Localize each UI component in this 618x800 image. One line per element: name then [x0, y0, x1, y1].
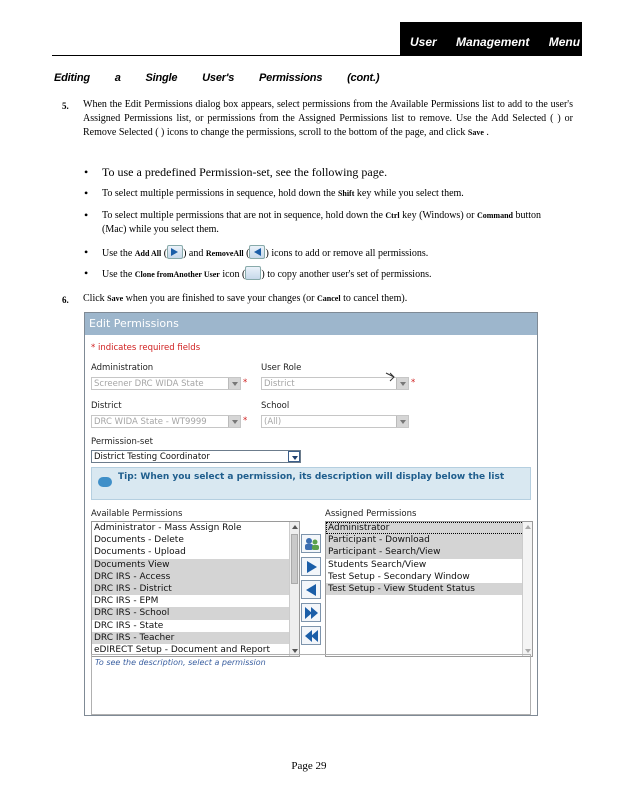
remove-selected-button[interactable] — [301, 580, 321, 599]
bullet-3-text — [102, 209, 562, 237]
cancel-keyword: Cancel — [317, 294, 341, 303]
available-item[interactable]: DRC IRS - EPM — [94, 596, 159, 607]
clone-keyword: Clone fromAnother User — [134, 270, 220, 279]
step-6-post: to cancel them). — [343, 293, 408, 304]
bullet-4-paren-2: ( — [246, 248, 250, 259]
scroll-up-icon[interactable] — [292, 525, 298, 529]
clone-user-icon — [245, 266, 261, 280]
bullet-4-post: ) icons to add or remove all permissions. — [265, 248, 429, 259]
description-placeholder: To see the description, select a permission — [95, 658, 266, 667]
available-item[interactable]: DRC IRS - District — [92, 583, 299, 595]
assigned-item[interactable]: Test Setup - Secondary Window — [328, 571, 470, 582]
available-item[interactable]: Documents - Delete — [94, 535, 184, 546]
step-5-end: . — [486, 127, 489, 138]
scroll-down-icon[interactable] — [292, 649, 298, 653]
bullet-5-post: ) to copy another user's set of permissions. — [261, 269, 432, 280]
administration-select[interactable] — [91, 377, 241, 390]
user-role-label: User Role — [261, 363, 302, 373]
permission-description-box — [91, 654, 531, 715]
edit-permissions-dialog — [84, 312, 538, 716]
step-5-body: When the Edit Permissions dialog box appears, select permissions from the Available Permissions list to add to the user's Assigned Permissions list, or permissions from the Assigned Permissions list to remove. Use the Add Selected ( ) or Remove Selected ( ) icons to change the permissions, scroll to the bottom of the page, and click — [83, 99, 573, 138]
assigned-permissions-list[interactable] — [325, 521, 533, 657]
bullet-3-mid: key (Windows) or — [402, 210, 475, 221]
bullet-5-pre: Use the — [102, 269, 133, 280]
available-item[interactable]: DRC IRS - Teacher — [92, 632, 299, 644]
chevron-down-icon[interactable] — [228, 416, 240, 427]
school-value: (All) — [264, 417, 282, 427]
available-item[interactable]: eDIRECT Setup - Document and Report — [94, 644, 270, 655]
bullet-4-text — [102, 245, 572, 261]
school-label: School — [261, 401, 290, 411]
scroll-down-icon[interactable] — [525, 649, 531, 653]
required-asterisk: * — [243, 416, 248, 426]
bullet-4-and: ) and — [183, 248, 204, 259]
step-6-mid: when you are finished to save your changes (or — [125, 293, 315, 304]
permission-set-value: District Testing Coordinator — [94, 452, 210, 462]
required-asterisk: * — [243, 378, 248, 388]
district-value: DRC WIDA State - WT9999 — [94, 417, 207, 427]
scroll-thumb[interactable] — [291, 534, 298, 584]
remove-selected-icon — [303, 582, 320, 598]
chevron-down-icon[interactable] — [396, 416, 408, 427]
command-keyword: Command — [476, 211, 513, 220]
shift-keyword: Shift — [337, 189, 355, 198]
section-title: Editing a Single User's Permissions (cont.) — [54, 72, 380, 84]
add-all-icon — [303, 605, 320, 621]
available-item[interactable]: Administrator - Mass Assign Role — [94, 523, 242, 533]
add-selected-button[interactable] — [301, 557, 321, 576]
add-selected-icon — [303, 559, 320, 575]
available-permissions-list[interactable] — [91, 521, 300, 657]
bullet-2-text — [102, 187, 572, 201]
clone-user-icon — [303, 536, 320, 552]
add-all-button[interactable] — [301, 603, 321, 622]
required-fields-note: * indicates required fields — [91, 343, 201, 353]
administration-label: Administration — [91, 363, 154, 373]
available-list-scrollbar[interactable] — [289, 522, 299, 656]
permission-set-label: Permission-set — [91, 437, 153, 447]
chevron-down-icon[interactable] — [288, 451, 300, 462]
assigned-item[interactable]: Test Setup - View Student Status — [326, 583, 532, 595]
assigned-list-scrollbar[interactable] — [522, 522, 532, 656]
add-all-icon — [167, 245, 183, 259]
administration-value: Screener DRC WIDA State — [94, 379, 204, 389]
save-keyword: Save — [467, 128, 484, 137]
header-title-box — [400, 22, 582, 55]
step-5-text — [83, 98, 573, 140]
assigned-item[interactable]: Participant - Download — [326, 534, 532, 546]
assigned-item[interactable]: Administrator — [326, 522, 532, 534]
bullet-1-text: To use a predefined Permission-set, see the following page. — [102, 165, 388, 179]
available-item[interactable]: DRC IRS - School — [92, 607, 299, 619]
remove-all-button[interactable] — [301, 626, 321, 645]
required-asterisk: * — [411, 378, 416, 388]
available-permissions-label: Available Permissions — [91, 509, 183, 519]
district-select[interactable] — [91, 415, 241, 428]
bullet-4-paren: ( — [163, 248, 168, 259]
bullet-marker: • — [84, 186, 89, 200]
remove-all-icon — [303, 628, 320, 644]
step-6-text — [83, 292, 573, 306]
chevron-down-icon[interactable] — [228, 378, 240, 389]
available-item[interactable]: DRC IRS - State — [94, 620, 164, 631]
step-6-number: 6. — [62, 295, 69, 305]
bullet-2-pre: To select multiple permissions in sequence, hold down the — [102, 188, 336, 199]
header-rule — [52, 55, 582, 56]
speech-bubble-icon — [98, 477, 112, 487]
remove-all-icon — [249, 245, 265, 259]
page-number: Page 29 — [291, 760, 327, 772]
tip-banner — [91, 467, 531, 500]
bullet-marker: • — [84, 208, 89, 222]
assigned-permissions-label: Assigned Permissions — [325, 509, 417, 519]
step-5-number: 5. — [62, 101, 69, 111]
save-keyword-2: Save — [107, 294, 124, 303]
bullet-5-mid: icon ( — [222, 269, 246, 280]
header-title: User Management Menu — [410, 35, 581, 49]
dialog-title: Edit Permissions — [85, 313, 537, 335]
user-role-value: District — [264, 379, 295, 389]
available-item[interactable]: Documents - Upload — [94, 547, 186, 558]
available-item[interactable]: Documents View — [92, 559, 299, 571]
clone-from-another-user-button[interactable] — [301, 534, 321, 553]
assigned-item[interactable]: Students Search/View — [328, 559, 427, 570]
step-6-pre: Click — [83, 293, 105, 304]
bullet-marker: • — [84, 165, 89, 179]
bullet-3-post: button (Mac) while you select them. — [102, 210, 542, 235]
assigned-item[interactable]: Participant - Search/View — [326, 546, 532, 558]
cursor-arrow-icon — [385, 372, 397, 382]
district-label: District — [91, 401, 122, 411]
available-item[interactable]: DRC IRS - Access — [92, 571, 299, 583]
remove-all-keyword: RemoveAll — [205, 249, 244, 258]
add-all-keyword: Add All — [134, 249, 162, 258]
permission-set-select[interactable] — [91, 450, 301, 463]
ctrl-keyword: Ctrl — [385, 211, 400, 220]
bullet-4-pre: Use the — [102, 248, 133, 259]
bullet-marker: • — [84, 245, 89, 259]
bullet-2-post: key while you select them. — [356, 188, 464, 199]
bullet-marker: • — [84, 266, 89, 280]
chevron-down-icon[interactable] — [396, 378, 408, 389]
bullet-5-text — [102, 266, 572, 282]
tip-text: Tip: When you select a permission, its description will display below the list — [118, 472, 505, 482]
bullet-3-pre: To select multiple permissions that are not in sequence, hold down the — [102, 210, 383, 221]
school-select[interactable] — [261, 415, 409, 428]
scroll-up-icon[interactable] — [525, 525, 531, 529]
